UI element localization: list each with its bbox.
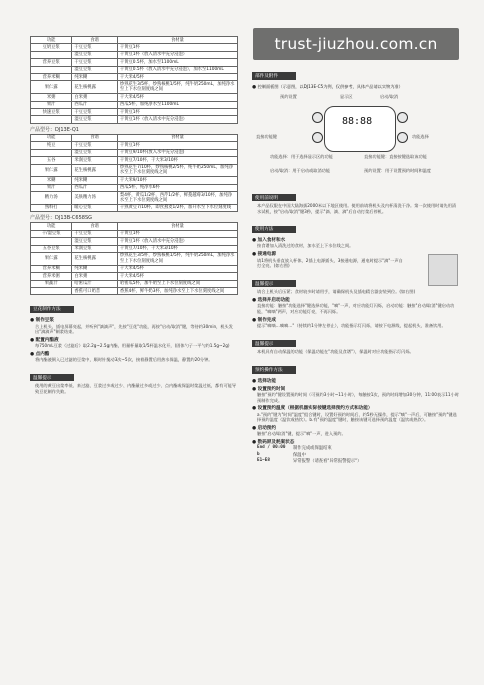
- usage-step-3-label: 选择并启动功能: [257, 297, 290, 303]
- table-cell: 干大米9/10杯: [117, 177, 237, 184]
- table-cell: 熟料打: [31, 204, 72, 211]
- table-header-cell: 功能: [31, 223, 72, 230]
- reserve-step-5-label: 数码屏及耗案状态: [257, 439, 295, 445]
- table-row: [31, 74, 238, 81]
- table-header-row: [31, 134, 238, 141]
- panel-digits: 88:88: [342, 115, 373, 127]
- table-cell: 炒熟花生3/5杯，炒熟核桃1/5杯，纯牛奶250mL，加纯净水至上下水位刻度线之间: [117, 81, 237, 94]
- status-code-list: [252, 445, 460, 464]
- table-row: [31, 109, 238, 116]
- table-cell: 香蕉4杯，鲜牛奶3杯，加纯净水至上下水位刻度线之间: [117, 288, 237, 295]
- usage-step-4: ● 制作完成: [252, 317, 276, 323]
- table-cell: 白米粥: [72, 94, 118, 101]
- table-cell: 五谷豆浆: [31, 245, 72, 252]
- table-cell: 干黄豆7/10杯，干大米3/10杯: [117, 245, 237, 252]
- before-use-text: 本产品仅限在中国大陆海拔2000米以下地区使用。使用前请将机头及内杯清洗干净。第一次使用时请先用清水试机，按"启动/取消"键3秒，提示"滴、滴、滴"后自动打浆后停机。: [257, 203, 457, 214]
- table-cell: 果仁露: [31, 81, 72, 94]
- table-row: [31, 288, 238, 295]
- table-cell: 干黄豆1杯（放入清水中充分浸泡）: [117, 116, 237, 123]
- table-header-cell: 食谱: [72, 223, 118, 230]
- table-cell: 湿豆豆浆: [72, 51, 118, 58]
- panel-note-4: 预约设置：用于设置预约时间和温度: [364, 167, 432, 173]
- table-cell: 纯豆: [31, 142, 72, 149]
- table-cell: 干黄豆1杯: [117, 109, 237, 116]
- reserve-step-2: ● 设置预约时间: [252, 386, 286, 392]
- bean-tip-title: 温馨提示: [30, 374, 74, 381]
- usage-step-2-label: 接通电源: [257, 252, 276, 258]
- table-cell: 果蔬汁: [31, 280, 72, 287]
- usage-step-1: ● 加入食材和水: [252, 237, 286, 243]
- panel-label-select: 功能选择: [412, 133, 429, 139]
- table-cell: 干黄豆1杯: [117, 230, 237, 237]
- table-header-cell: 食谱: [72, 134, 118, 141]
- status-code-desc: 异常报警（请查看"异常报警提示"）: [293, 459, 362, 465]
- table-cell: 营养米粥: [31, 273, 72, 280]
- table-cell: 哈密瓜5杯，加牛奶至上下水位刻度线之间: [117, 280, 237, 287]
- status-code-row: [257, 452, 460, 458]
- table-cell: 干黄豆7/10杯，干大米3/10杯: [117, 157, 237, 164]
- table-cell: 梨4杯，黄瓜1/2杯，西芹1/2杯，鲜蔓越莓3/10杯，加纯净水至上下水位刻度线之间: [117, 192, 237, 205]
- table-row: [31, 238, 238, 245]
- table-cell: 湿豆豆浆: [72, 116, 118, 123]
- table-cell: 花生核桃露: [72, 81, 118, 94]
- panel-note-1: 功能选择：用于选择显示区的功能: [270, 153, 333, 159]
- table-header-cell: 功能: [31, 134, 72, 141]
- right-column: [252, 36, 460, 465]
- usage-step-2-text: 请1将机头垂直放入杯体，2插上电源插头，3接通电源，通电时提示"滴"一声自打全亮。(如右图): [257, 257, 403, 269]
- panel-bullet-label: 控制面板图（示意图，以DJ13E-C5为例，仅供参考，具体产品请以实物为准）: [257, 83, 403, 89]
- table-row: [31, 44, 238, 51]
- panel-label-direct: 直接功能键: [256, 133, 277, 139]
- table-cell: [31, 66, 72, 73]
- model-label-3: 产品型号：DJ13B-C658SG: [30, 215, 93, 222]
- left-column: [30, 36, 238, 396]
- tip-1-title: 温馨提示: [252, 280, 296, 287]
- table-cell: 果汁: [31, 101, 72, 108]
- reserve-step-4-label: 启动预约: [257, 425, 276, 431]
- table-cell: 花生核桃露: [72, 164, 118, 177]
- table-row: [31, 184, 238, 191]
- table-cell: 西瓜5杯，纯净水6杯: [117, 184, 237, 191]
- status-code-row: [257, 445, 460, 451]
- table-row: [31, 66, 238, 73]
- table-cell: 湿豆豆浆: [72, 149, 118, 156]
- reserve-step-5: ● 数码屏及耗案状态: [252, 439, 295, 445]
- reserve-step-1: ● 选择功能: [252, 378, 276, 384]
- bean-tip-text: 使用的黄豆出浆率低、来过滤、豆浆过多或过少、内酯量过多或过少、点内酯或保温时浆温过低，都有可能导致豆花制作失败。: [35, 383, 237, 395]
- usage-step-2-block: [252, 258, 460, 269]
- table-row: [31, 177, 238, 184]
- model-label-2: 产品型号：DJ13E-Q1: [30, 126, 79, 133]
- start-button-icon: [397, 112, 408, 123]
- table-cell: 干/湿豆浆: [31, 230, 72, 237]
- control-panel-diagram: [252, 92, 460, 182]
- table-cell: 干黄豆0.5杯，加水至1100mL: [117, 59, 237, 66]
- table-cell: 湿豆豆浆: [72, 66, 118, 73]
- bean-step-1-text: 合上机头，插电屏幕亮起，并听到"滴滴声"，先按"豆花"功能，再按"启动/取消"键，等待约30min，机头发出"滴滴声"制浆结束。: [35, 323, 233, 335]
- bean-step-1: ● 制作豆浆: [30, 318, 54, 323]
- usage-step-2: ● 接通电源: [252, 252, 276, 258]
- table-row: [31, 273, 238, 280]
- table-row: [31, 164, 238, 177]
- table-row: [31, 245, 238, 252]
- table-cell: [31, 116, 72, 123]
- table-cell: 湿豆豆浆: [72, 238, 118, 245]
- bean-step-2-text: 每750mL豆浆（过滤后）取2.2g~2.5g内酯，用量杯量取1/5杯温水化开，(固体勺子一平勺约1.5g~2g): [35, 343, 230, 349]
- table-header-cell: 食材量: [117, 37, 237, 44]
- usage-step-4-text: 提示"嘀嘀…嘀嘀…"（持续约1分钟左停止），功能指示灯闪烁，请按下电源线，提起机头，准备饮用。: [257, 323, 446, 329]
- table-cell: 西瓜汁: [72, 101, 118, 108]
- blender-image-icon: [428, 254, 458, 286]
- recipe-table-1: [30, 36, 238, 124]
- table-cell: 快速豆浆: [31, 109, 72, 116]
- table-cell: 米糊: [31, 177, 72, 184]
- table-row: [31, 192, 238, 205]
- table-cell: 纯米糊: [72, 177, 118, 184]
- table-cell: 炒熟花生7/10杯，炒熟核桃2/5杯，纯牛奶250mL，加纯净水至上下水位刻度线之间: [117, 164, 237, 177]
- reserve-step-3-label: 设置预约温度（根据机器实际按键选择预约方式和功能）: [257, 406, 373, 412]
- tip-1-text: 请合上机头后压紧；食材较多时请用手，请确保机头及插电精合器安装到位。(如右图): [257, 289, 416, 295]
- table-cell: 美肤精力汤: [72, 192, 118, 205]
- table-cell: [31, 51, 72, 58]
- usage-step-3: ● 选择并启动功能: [252, 297, 290, 303]
- status-code-desc: 保温中: [293, 452, 306, 458]
- table-cell: 营养豆浆: [31, 59, 72, 66]
- table-cell: 果仁露: [31, 164, 72, 177]
- table-header-cell: 食材量: [117, 134, 237, 141]
- status-code-row: [257, 458, 460, 464]
- table-header-cell: 食谱: [72, 37, 118, 44]
- table-header-cell: 功能: [31, 37, 72, 44]
- table-cell: 干豆豆浆: [72, 230, 118, 237]
- bean-step-2: ● 配置内酯液: [30, 337, 59, 343]
- parts-title: 部件及附件: [252, 72, 296, 79]
- reserve-step-3-text: a."预约"键为"时间"温度"组合键时，设置好预约时间后，约5秒无操作，提示"嘀"一声后，可触按"预约"键选择预约温度（温饮或热饮）。b.有"预约温度"键时，触按该键可选择预约温度（温饮或热饮）。: [257, 411, 457, 423]
- table-cell: 果汁: [31, 184, 72, 191]
- table-cell: 营养米糊: [31, 74, 72, 81]
- table-cell: 干豆豆浆: [72, 44, 118, 51]
- table-cell: 米润豆浆: [72, 245, 118, 252]
- reserve-step-2-text: 触按"预约"键设置预约时间（可预约3小时~11小时），每触按1次，预约时间增加30分钟，11:00表示11小时预制作完成。: [257, 392, 459, 403]
- bean-step-2-label: 配置内酯液: [35, 337, 59, 343]
- table-cell: 干熟黄豆7/10杯，即食燕麦1/2杯，加开水至下水位刻度线: [117, 204, 237, 211]
- reserve-step-4-text: 触按"启动/取消"键，提示"嘀"一声，进入预约。: [257, 431, 346, 437]
- before-use-title: 使用前说明: [252, 194, 296, 201]
- table-cell: 干黄豆1杯（放入清水中充分浸泡）: [117, 51, 237, 58]
- table-row: [31, 94, 238, 101]
- status-code: b: [257, 451, 260, 457]
- table-cell: 干大米4/5杯: [117, 74, 237, 81]
- status-code: End / 00:00: [257, 445, 286, 451]
- panel-note-2: 启动/取消：用于启动或取消功能: [270, 167, 331, 173]
- table-cell: [31, 238, 72, 245]
- table-row: [31, 230, 238, 237]
- bean-step-3-label: 点内酯: [35, 351, 50, 357]
- table-cell: 干豆豆浆: [72, 142, 118, 149]
- table-cell: 白米粥: [72, 273, 118, 280]
- table-row: [31, 51, 238, 58]
- table-cell: 香蕉可口奶昔: [72, 288, 118, 295]
- panel-label-reserve: 预约设置: [280, 93, 297, 99]
- panel-bullet: ● 控制面板图（示意图，以DJ13E-C5为例，仅供参考，具体产品请以实物为准）: [252, 83, 403, 90]
- direct-button-icon: [312, 132, 323, 143]
- table-cell: 米粥: [31, 94, 72, 101]
- table-cell: 纯米糊: [72, 74, 118, 81]
- table-cell: 干黄豆1杯（放入清水中充分浸泡）: [117, 238, 237, 245]
- bean-curd-title: 豆花制作方法: [30, 306, 74, 313]
- table-cell: 西瓜汁: [72, 184, 118, 191]
- reserve-title: 预约操作方法: [252, 366, 296, 373]
- watermark: trust-jiuzhou.com.cn: [253, 28, 459, 60]
- table-cell: 干黄豆0.5杯（放入清水中充分浸泡），加水至1100mL: [117, 66, 237, 73]
- table-row: [31, 265, 238, 272]
- table-cell: [31, 149, 72, 156]
- table-row: [31, 116, 238, 123]
- recipe-table-2: [30, 134, 238, 212]
- table-cell: 干黄豆9/10杯(放入水中充分浸泡): [117, 149, 237, 156]
- table-cell: 干黄豆1杯: [117, 44, 237, 51]
- table-cell: 干大米4/5杯: [117, 265, 237, 272]
- usage-step-3-text: 直接功能：触按"功能选择"键选择功能，"嘀"一声，对应功能灯闪烁，启动功能：触按"启动/取消"键启动功能，"嘀嘀"两声，对应功能灯亮，不再闪烁。: [257, 303, 455, 315]
- panel-screen: [324, 106, 396, 152]
- table-row: [31, 157, 238, 164]
- usage-step-1-text: 按食谱加入清洗过的食材，加水至上下水位线之间。: [257, 243, 354, 249]
- table-cell: 营养米糊: [31, 265, 72, 272]
- reserve-step-4: ● 启动预约: [252, 425, 276, 431]
- table-cell: 干大米4/5杯: [117, 94, 237, 101]
- table-cell: 米润豆浆: [72, 157, 118, 164]
- panel-label-start: 启动/取消: [380, 93, 399, 99]
- tip-2-text: 本机具有自动保温的功能（保温功能在"功能及食谱"），保温时对应功能指示灯闪烁。: [257, 349, 414, 355]
- table-header-cell: 食材量: [117, 223, 237, 230]
- table-row: [31, 81, 238, 94]
- status-code-desc: 制作完成或保温结束: [293, 446, 332, 452]
- table-cell: [31, 288, 72, 295]
- table-cell: 干黄豆1杯: [117, 142, 237, 149]
- bean-step-3: ● 点内酯: [30, 351, 50, 357]
- usage-title: 使用方法: [252, 226, 296, 233]
- table-cell: 炒熟花生3/5杯，炒熟核桃1/5杯，纯牛奶250mL，加纯净水至上下水位刻度线之间: [117, 252, 237, 265]
- table-cell: 五谷: [31, 157, 72, 164]
- table-cell: 干豆豆浆: [72, 59, 118, 66]
- tip-2-title: 温馨提示: [252, 340, 296, 347]
- panel-note-3: 直接功能键：直接按键选取该功能: [364, 153, 427, 159]
- table-cell: 豆奶豆浆: [31, 44, 72, 51]
- panel-label-display: 显示区: [340, 93, 353, 99]
- reserve-button-icon: [312, 112, 323, 123]
- reserve-step-1-label: 选择功能: [257, 378, 276, 384]
- table-cell: 干豆豆浆: [72, 109, 118, 116]
- table-cell: 哈密瓜汁: [72, 280, 118, 287]
- reserve-step-2-label: 设置预约时间: [257, 386, 286, 392]
- table-cell: 精力汤: [31, 192, 72, 205]
- status-code: E1~E8: [257, 458, 270, 464]
- bean-step-1-label: 制作豆浆: [35, 318, 54, 323]
- reserve-step-3: ● 设置预约温度（根据机器实际按键选择预约方式和功能）: [252, 406, 373, 412]
- table-cell: 花生核桃露: [72, 252, 118, 265]
- table-row: [31, 280, 238, 287]
- table-cell: 纯米糊: [72, 265, 118, 272]
- usage-step-4-label: 制作完成: [257, 317, 276, 323]
- table-header-row: [31, 37, 238, 44]
- table-cell: 干大米4/5杯: [117, 273, 237, 280]
- table-row: [31, 101, 238, 108]
- table-row: [31, 142, 238, 149]
- usage-step-1-label: 加入食材和水: [257, 237, 286, 243]
- table-row: [31, 149, 238, 156]
- table-cell: 果仁露: [31, 252, 72, 265]
- bean-step-3-text: 将内酯液倒入已过滤的豆浆中，顺时针搅动3次~5次，接着静置后用热水保温，静置约20分钟。: [35, 357, 213, 363]
- table-header-row: [31, 223, 238, 230]
- recipe-table-3: [30, 222, 238, 295]
- table-row: [31, 59, 238, 66]
- select-button-icon: [397, 132, 408, 143]
- table-cell: 西瓜5杯，加纯净水至1100mL: [117, 101, 237, 108]
- table-cell: 暖心豆浆: [72, 204, 118, 211]
- table-row: [31, 204, 238, 211]
- table-row: [31, 252, 238, 265]
